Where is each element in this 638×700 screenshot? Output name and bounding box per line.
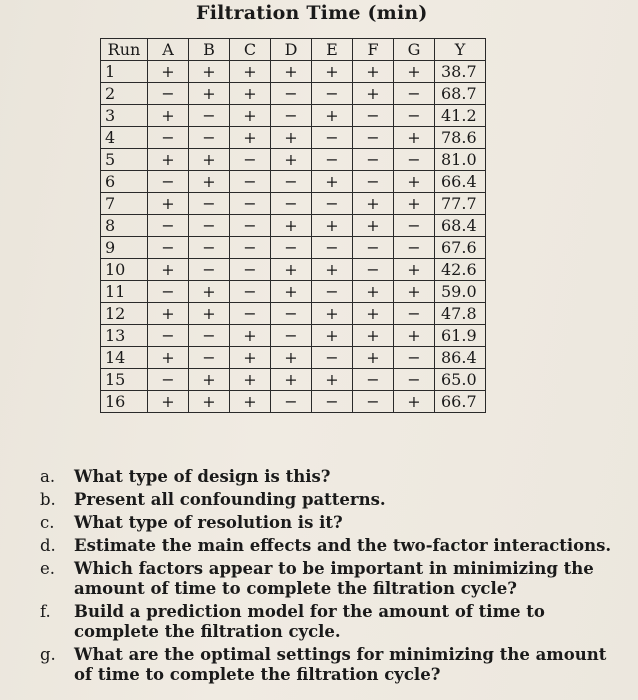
- cell-c: +: [230, 347, 271, 369]
- cell-d: +: [271, 215, 312, 237]
- cell-f: +: [353, 347, 394, 369]
- cell-e: +: [312, 325, 353, 347]
- cell-d: +: [271, 149, 312, 171]
- table-row: [101, 237, 486, 259]
- cell-a: +: [148, 193, 189, 215]
- cell-g: −: [394, 237, 435, 259]
- table-row: [101, 149, 486, 171]
- cell-run: 4: [101, 127, 148, 149]
- table-row: [101, 391, 486, 413]
- cell-run: 16: [101, 391, 148, 413]
- cell-c: +: [230, 105, 271, 127]
- cell-a: +: [148, 149, 189, 171]
- cell-run: 2: [101, 83, 148, 105]
- table-title: Filtration Time (min): [196, 2, 428, 24]
- cell-run: 15: [101, 369, 148, 391]
- cell-y: 42.6: [435, 259, 486, 281]
- question-item: [40, 513, 620, 533]
- cell-b: +: [189, 391, 230, 413]
- cell-e: −: [312, 83, 353, 105]
- table-row: [101, 325, 486, 347]
- cell-y: 77.7: [435, 193, 486, 215]
- cell-g: −: [394, 303, 435, 325]
- cell-e: −: [312, 149, 353, 171]
- cell-b: −: [189, 325, 230, 347]
- header-y: Y: [435, 39, 486, 61]
- cell-d: −: [271, 303, 312, 325]
- cell-run: 1: [101, 61, 148, 83]
- cell-c: −: [230, 237, 271, 259]
- table-body: [101, 61, 486, 413]
- question-text: What type of resolution is it?: [74, 513, 343, 532]
- question-text: What are the optimal settings for minimizing the amount of time to complete the filtration cycle?: [74, 645, 607, 684]
- table-row: [101, 105, 486, 127]
- question-list: [40, 467, 620, 688]
- cell-y: 38.7: [435, 61, 486, 83]
- header-f: F: [353, 39, 394, 61]
- cell-b: +: [189, 171, 230, 193]
- cell-c: −: [230, 215, 271, 237]
- cell-g: −: [394, 83, 435, 105]
- table-row: [101, 193, 486, 215]
- cell-y: 67.6: [435, 237, 486, 259]
- cell-d: −: [271, 193, 312, 215]
- question-label: a.: [40, 467, 56, 486]
- cell-c: −: [230, 281, 271, 303]
- question-text: Present all confounding patterns.: [74, 490, 386, 509]
- question-item: [40, 602, 620, 642]
- table-row: [101, 259, 486, 281]
- cell-b: −: [189, 215, 230, 237]
- cell-d: +: [271, 259, 312, 281]
- cell-g: +: [394, 127, 435, 149]
- cell-e: −: [312, 193, 353, 215]
- question-label: f.: [40, 602, 51, 621]
- question-label: g.: [40, 645, 56, 664]
- table-row: [101, 127, 486, 149]
- cell-d: −: [271, 325, 312, 347]
- cell-a: −: [148, 171, 189, 193]
- cell-e: −: [312, 347, 353, 369]
- table-row: [101, 347, 486, 369]
- cell-f: +: [353, 193, 394, 215]
- cell-g: +: [394, 61, 435, 83]
- cell-y: 81.0: [435, 149, 486, 171]
- question-item: [40, 536, 620, 556]
- cell-b: −: [189, 259, 230, 281]
- cell-g: +: [394, 193, 435, 215]
- cell-b: +: [189, 61, 230, 83]
- cell-run: 11: [101, 281, 148, 303]
- question-text: Estimate the main effects and the two-factor interactions.: [74, 536, 612, 555]
- cell-d: −: [271, 83, 312, 105]
- cell-f: −: [353, 171, 394, 193]
- cell-g: +: [394, 281, 435, 303]
- cell-run: 5: [101, 149, 148, 171]
- cell-c: −: [230, 193, 271, 215]
- cell-g: −: [394, 149, 435, 171]
- cell-g: −: [394, 347, 435, 369]
- cell-a: +: [148, 347, 189, 369]
- cell-a: +: [148, 259, 189, 281]
- table-header-row: [101, 39, 486, 61]
- cell-e: +: [312, 171, 353, 193]
- cell-g: +: [394, 391, 435, 413]
- cell-f: +: [353, 61, 394, 83]
- cell-y: 68.7: [435, 83, 486, 105]
- cell-c: +: [230, 369, 271, 391]
- header-d: D: [271, 39, 312, 61]
- cell-a: −: [148, 369, 189, 391]
- cell-y: 66.4: [435, 171, 486, 193]
- cell-d: −: [271, 171, 312, 193]
- cell-y: 59.0: [435, 281, 486, 303]
- cell-e: +: [312, 369, 353, 391]
- cell-run: 13: [101, 325, 148, 347]
- question-label: d.: [40, 536, 56, 555]
- question-item: [40, 645, 620, 685]
- cell-c: +: [230, 391, 271, 413]
- cell-g: +: [394, 325, 435, 347]
- cell-e: +: [312, 61, 353, 83]
- cell-f: +: [353, 325, 394, 347]
- cell-c: −: [230, 259, 271, 281]
- cell-a: −: [148, 215, 189, 237]
- cell-g: −: [394, 105, 435, 127]
- cell-f: −: [353, 237, 394, 259]
- cell-d: −: [271, 237, 312, 259]
- cell-run: 7: [101, 193, 148, 215]
- cell-f: −: [353, 127, 394, 149]
- question-item: [40, 467, 620, 487]
- question-text: What type of design is this?: [74, 467, 331, 486]
- question-item: [40, 559, 620, 599]
- cell-y: 78.6: [435, 127, 486, 149]
- header-run: Run: [101, 39, 148, 61]
- cell-c: +: [230, 127, 271, 149]
- cell-y: 61.9: [435, 325, 486, 347]
- cell-b: +: [189, 369, 230, 391]
- cell-a: +: [148, 61, 189, 83]
- cell-e: +: [312, 215, 353, 237]
- cell-e: +: [312, 259, 353, 281]
- cell-y: 68.4: [435, 215, 486, 237]
- cell-y: 86.4: [435, 347, 486, 369]
- cell-d: +: [271, 347, 312, 369]
- question-label: e.: [40, 559, 56, 578]
- question-label: b.: [40, 490, 56, 509]
- cell-f: −: [353, 149, 394, 171]
- table-row: [101, 83, 486, 105]
- cell-a: +: [148, 391, 189, 413]
- cell-a: −: [148, 127, 189, 149]
- cell-d: +: [271, 281, 312, 303]
- cell-e: −: [312, 237, 353, 259]
- header-a: A: [148, 39, 189, 61]
- cell-a: −: [148, 325, 189, 347]
- cell-e: −: [312, 391, 353, 413]
- cell-e: −: [312, 127, 353, 149]
- cell-y: 41.2: [435, 105, 486, 127]
- cell-f: +: [353, 303, 394, 325]
- cell-b: −: [189, 237, 230, 259]
- cell-d: +: [271, 127, 312, 149]
- cell-d: +: [271, 61, 312, 83]
- question-item: [40, 490, 620, 510]
- cell-a: +: [148, 105, 189, 127]
- cell-b: +: [189, 281, 230, 303]
- cell-run: 6: [101, 171, 148, 193]
- cell-b: +: [189, 149, 230, 171]
- header-c: C: [230, 39, 271, 61]
- cell-f: −: [353, 105, 394, 127]
- design-matrix-table: [100, 38, 486, 413]
- cell-f: +: [353, 215, 394, 237]
- cell-run: 14: [101, 347, 148, 369]
- cell-f: +: [353, 83, 394, 105]
- cell-d: +: [271, 369, 312, 391]
- cell-g: +: [394, 171, 435, 193]
- table-row: [101, 61, 486, 83]
- cell-f: −: [353, 369, 394, 391]
- header-e: E: [312, 39, 353, 61]
- cell-y: 65.0: [435, 369, 486, 391]
- cell-c: +: [230, 83, 271, 105]
- cell-e: +: [312, 105, 353, 127]
- cell-c: −: [230, 171, 271, 193]
- cell-c: −: [230, 149, 271, 171]
- cell-a: −: [148, 237, 189, 259]
- cell-f: −: [353, 391, 394, 413]
- cell-run: 10: [101, 259, 148, 281]
- cell-b: −: [189, 193, 230, 215]
- cell-b: +: [189, 303, 230, 325]
- header-g: G: [394, 39, 435, 61]
- cell-c: +: [230, 325, 271, 347]
- cell-y: 66.7: [435, 391, 486, 413]
- cell-a: −: [148, 281, 189, 303]
- cell-a: −: [148, 83, 189, 105]
- cell-b: −: [189, 105, 230, 127]
- table-row: [101, 369, 486, 391]
- cell-run: 8: [101, 215, 148, 237]
- cell-f: +: [353, 281, 394, 303]
- cell-c: −: [230, 303, 271, 325]
- cell-g: +: [394, 259, 435, 281]
- cell-g: −: [394, 369, 435, 391]
- cell-e: +: [312, 303, 353, 325]
- header-b: B: [189, 39, 230, 61]
- question-text: Which factors appear to be important in minimizing the amount of time to complete the filtration cycle?: [74, 559, 594, 598]
- cell-d: −: [271, 105, 312, 127]
- cell-run: 12: [101, 303, 148, 325]
- cell-y: 47.8: [435, 303, 486, 325]
- cell-a: +: [148, 303, 189, 325]
- cell-c: +: [230, 61, 271, 83]
- cell-d: −: [271, 391, 312, 413]
- cell-b: −: [189, 127, 230, 149]
- cell-run: 3: [101, 105, 148, 127]
- table-row: [101, 281, 486, 303]
- cell-b: −: [189, 347, 230, 369]
- cell-f: −: [353, 259, 394, 281]
- question-text: Build a prediction model for the amount of time to complete the filtration cycle.: [74, 602, 545, 641]
- cell-b: +: [189, 83, 230, 105]
- cell-g: −: [394, 215, 435, 237]
- table-row: [101, 215, 486, 237]
- cell-e: −: [312, 281, 353, 303]
- table-row: [101, 303, 486, 325]
- table-row: [101, 171, 486, 193]
- question-label: c.: [40, 513, 55, 532]
- cell-run: 9: [101, 237, 148, 259]
